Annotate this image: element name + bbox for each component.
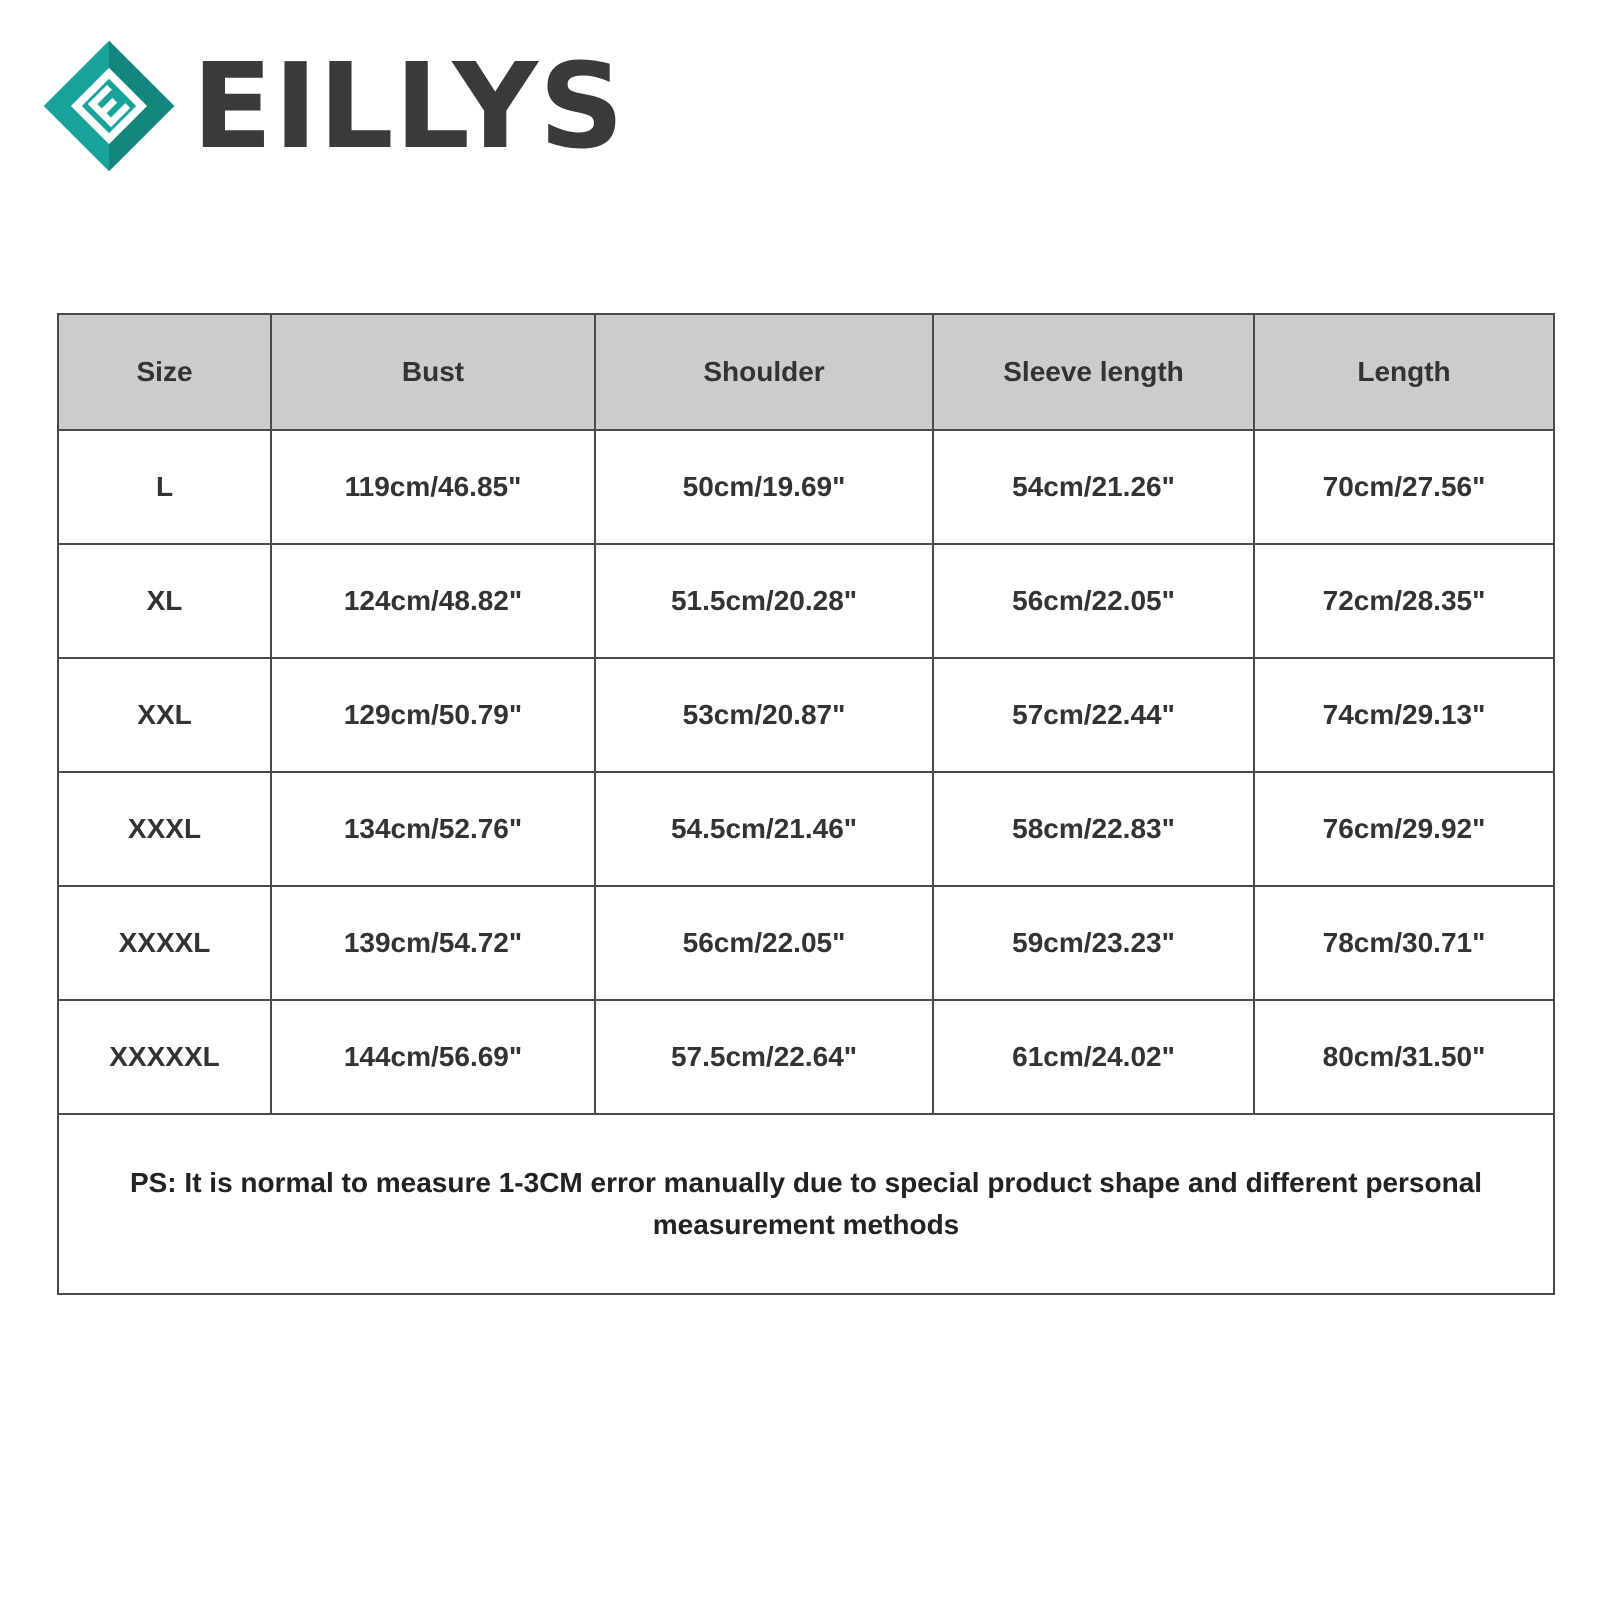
bust-cell: 144cm/56.69"	[271, 1000, 595, 1114]
sleeve-cell: 54cm/21.26"	[933, 430, 1254, 544]
size-cell: XXL	[58, 658, 271, 772]
table-row	[58, 886, 1554, 1000]
bust-cell: 119cm/46.85"	[271, 430, 595, 544]
table-row	[58, 658, 1554, 772]
shoulder-cell: 57.5cm/22.64"	[595, 1000, 933, 1114]
shoulder-cell: 56cm/22.05"	[595, 886, 933, 1000]
bust-cell: 134cm/52.76"	[271, 772, 595, 886]
sleeve-cell: 57cm/22.44"	[933, 658, 1254, 772]
header-bust: Bust	[271, 314, 595, 430]
header-size: Size	[58, 314, 271, 430]
shoulder-cell: 51.5cm/20.28"	[595, 544, 933, 658]
length-cell: 74cm/29.13"	[1254, 658, 1554, 772]
header-shoulder: Shoulder	[595, 314, 933, 430]
brand-name: EILLYS	[192, 37, 625, 175]
table-header-row	[58, 314, 1554, 430]
length-cell: 76cm/29.92"	[1254, 772, 1554, 886]
bust-cell: 124cm/48.82"	[271, 544, 595, 658]
size-cell: XXXXL	[58, 886, 271, 1000]
size-cell: XL	[58, 544, 271, 658]
sleeve-cell: 61cm/24.02"	[933, 1000, 1254, 1114]
sleeve-cell: 56cm/22.05"	[933, 544, 1254, 658]
table-note-row	[58, 1114, 1554, 1294]
bust-cell: 139cm/54.72"	[271, 886, 595, 1000]
brand-header	[40, 38, 625, 174]
table-row	[58, 430, 1554, 544]
sleeve-cell: 59cm/23.23"	[933, 886, 1254, 1000]
measurement-note: PS: It is normal to measure 1-3CM error manually due to special product shape and different personal measurement methods	[58, 1114, 1554, 1294]
size-chart-table	[57, 313, 1555, 1295]
shoulder-cell: 50cm/19.69"	[595, 430, 933, 544]
shoulder-cell: 54.5cm/21.46"	[595, 772, 933, 886]
length-cell: 72cm/28.35"	[1254, 544, 1554, 658]
size-cell: XXXXXL	[58, 1000, 271, 1114]
length-cell: 70cm/27.56"	[1254, 430, 1554, 544]
length-cell: 78cm/30.71"	[1254, 886, 1554, 1000]
table-row	[58, 1000, 1554, 1114]
size-cell: XXXL	[58, 772, 271, 886]
header-sleeve-length: Sleeve length	[933, 314, 1254, 430]
shoulder-cell: 53cm/20.87"	[595, 658, 933, 772]
bust-cell: 129cm/50.79"	[271, 658, 595, 772]
diamond-e-logo-icon	[40, 38, 178, 174]
table-row	[58, 772, 1554, 886]
table-row	[58, 544, 1554, 658]
sleeve-cell: 58cm/22.83"	[933, 772, 1254, 886]
size-cell: L	[58, 430, 271, 544]
length-cell: 80cm/31.50"	[1254, 1000, 1554, 1114]
header-length: Length	[1254, 314, 1554, 430]
